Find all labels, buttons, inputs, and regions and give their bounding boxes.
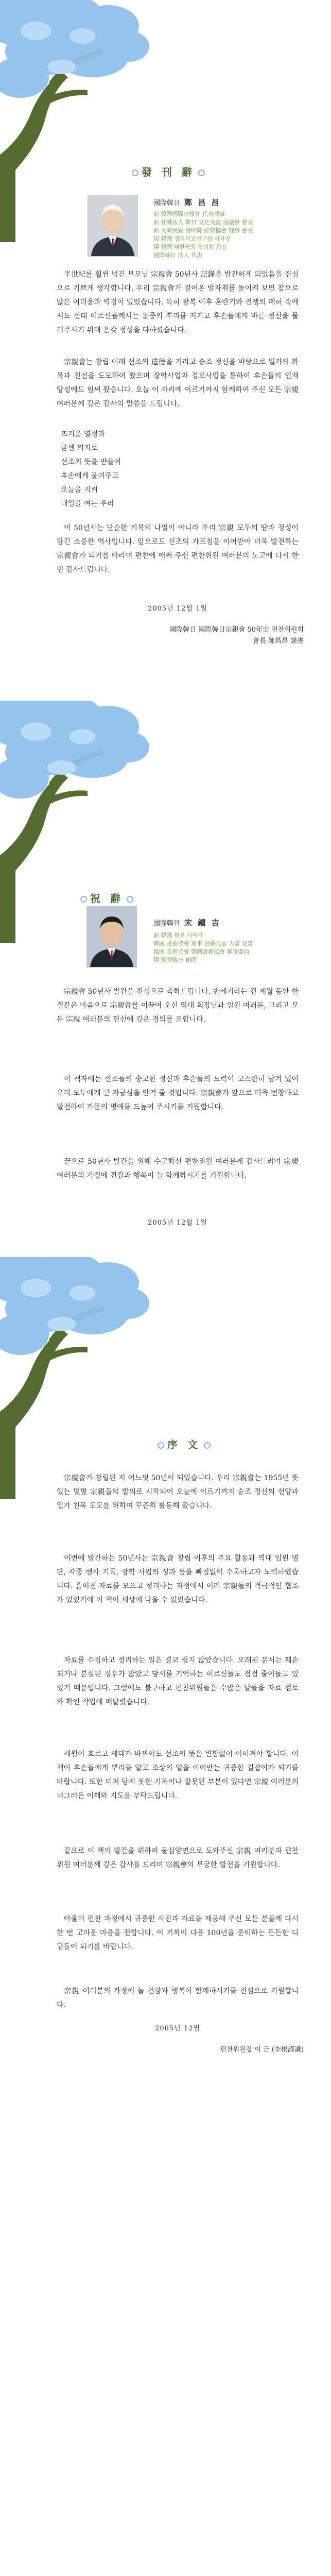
- poem-verse: 뜨거운 열정과 굳센 의지로 선조의 뜻을 받들어 후손에게 물려주고 오늘을 지켜 내일을 여는 우리: [61, 430, 121, 508]
- heading-marker-icon: [198, 170, 205, 176]
- signature-block: 편찬위원장 이 근 (李根謹識): [220, 2046, 304, 2054]
- paragraph: 이 책자에는 선조들의 숭고한 정신과 후손들의 노력이 고스란히 담겨 있어 우리 모두에게 큰 자긍심을 안겨 줄 것입니다. 宗親會가 앞으로 더욱 번창하고 발전하여 가문의 명예를 드높여 주시기를 기원합니다.: [57, 1075, 299, 1111]
- section-heading-preface: 序 文: [154, 1436, 214, 1451]
- paragraph: 세월이 흐르고 세대가 바뀌어도 선조의 뜻은 변함없이 이어져야 합니다. 이 책이 후손들에게 뿌리를 알고 조상의 얼을 이어받는 귀중한 길잡이가 되기를 바랍니다. 또한 미처 담지 못한 기록이나 잘못된 부분이 있다면 宗親 여러분의 너그러운 이해와 지도를 부탁드립니다.: [57, 1750, 299, 1800]
- paragraph: 宗親會는 창립 이래 선조의 遺德을 기리고 숭조 정신을 바탕으로 일가의 화목과 친선을 도모하여 왔으며 장학사업과 경로사업을 통하여 후손들의 인재 양성에도 힘써 왔습니다. 오늘 이 자리에 이르기까지 함께하여 주신 모든 宗親 여러분께 깊은 감사의 말씀을 드립니다.: [57, 358, 299, 408]
- paragraph: 아울러 편찬 과정에서 귀중한 사진과 자료를 제공해 주신 모든 분들께 다시 한 번 고마운 마음을 전합니다. 이 기록이 다음 100년을 준비하는 든든한 디딤돌이 되기를 바랍니다.: [57, 1915, 299, 1951]
- signature-block: 國際韓日 國際韓日宗親會 50年史 편찬위원회 會長 鄭昌昌 謹書: [169, 626, 304, 645]
- tree-canopy-icon: [0, 0, 154, 170]
- author-bio-2: 前 韓國 원로 서예가 韓國 書藝協會 理事 書藝大展 大賞 受賞 韓國 美術協會 韓國書藝協會 審査委員 現 國際韓日 顧問: [153, 932, 253, 963]
- paragraph: 宗親 여러분의 가정에 늘 건강과 행복이 함께하시기를 진심으로 기원합니다.: [57, 1987, 299, 2009]
- person-portrait-icon: [87, 906, 136, 967]
- paragraph: 宗親會가 창립된 지 어느덧 50년이 되었습니다. 우리 宗親會는 1955년 뜻있는 몇몇 宗親들의 발의로 시작되어 오늘에 이르기까지 숭조 정신의 선양과 일가 친목 도모를 위하여 꾸준히 활동해 왔습니다.: [57, 1474, 299, 1510]
- author-byline-1: 國際韓日 鄭 昌 昌: [153, 198, 221, 207]
- paragraph: 이번에 발간하는 50년사는 宗親會 창립 이후의 주요 활동과 역대 임원 명단, 각종 행사 기록, 장학 사업의 성과 등을 빠짐없이 수록하고자 노력하였습니다. 흩어진 자료를 모으고 정리하는 과정에서 여러 宗親들의 적극적인 협조가 있었기에 이 책이 세상에 나올 수 있었습니다.: [57, 1554, 299, 1604]
- paragraph: 자료를 수집하고 정리하는 일은 결코 쉽지 않았습니다. 오래된 문서는 훼손되거나 분실된 경우가 많았고 당시를 기억하는 어르신들도 점점 줄어들고 있었기 때문입니다. 그럼에도 불구하고 편찬위원들은 수많은 날들을 자료 검토와 확인 작업에 매달렸습니다.: [57, 1656, 299, 1706]
- section-heading-greeting: 發 刊 辭: [129, 164, 208, 179]
- heading-marker-icon: [204, 1442, 211, 1449]
- paragraph: 끝으로 이 책의 발간을 위하여 물심양면으로 도와주신 宗親 여러분과 편찬위원 여러분께 깊은 감사를 드리며 宗親會의 무궁한 발전을 기원합니다.: [57, 1847, 299, 1869]
- tree-illustration: [0, 1257, 154, 1499]
- tree-canopy-icon: [0, 701, 154, 871]
- date-line: 2005년 12월: [155, 2025, 200, 2032]
- section-heading-congratulation: 祝 辭: [77, 890, 136, 905]
- author-portrait-1: [88, 195, 138, 257]
- author-bio-1: 前 韓國國際日報社 代表理事 前 社團法人 韓日 文化交流 協議會 會長 前 大韓民國 發明院 經營協會 理事 會長 現 韓國 정치외교연구원 이사장 現 韓國 대한국회 협의회 회장 國際韓日 法人 代表: [153, 211, 253, 259]
- heading-marker-icon: [132, 170, 138, 176]
- heading-marker-icon: [80, 896, 87, 903]
- heading-marker-icon: [127, 896, 133, 903]
- person-portrait-icon: [88, 195, 137, 256]
- paragraph: 이 50년사는 단순한 기록의 나열이 아니라 우리 宗親 모두의 땀과 정성이 담긴 소중한 역사입니다. 앞으로도 선조의 가르침을 이어받아 더욱 발전하는 宗親會가 되기를 바라며 편찬에 애써 주신 편찬위원 여러분의 노고에 다시 한 번 감사드립니다.: [57, 524, 299, 574]
- date-line: 2005년 12월 1일: [148, 605, 207, 613]
- tree-canopy-icon: [0, 1257, 154, 1427]
- paragraph: 끝으로 50년사 발간을 위해 수고하신 편찬위원 여러분께 감사드리며 宗親 여러분의 가정에 건강과 행복이 늘 함께하시기를 기원합니다.: [57, 1158, 299, 1180]
- author-portrait-2: [86, 906, 137, 968]
- date-line: 2005년 12월 1일: [148, 1219, 207, 1227]
- paragraph: 半世紀를 훨씬 넘긴 부모님 宗親會 50년사 記錄을 발간하게 되었음을 진심으로 기쁘게 생각합니다. 우리 宗親會가 걸어온 발자취를 돌이켜 보면 참으로 많은 어려움과 역경이 있었습니다. 특히 광복 이후 혼란기와 전쟁의 폐허 속에서도 선대 어르신들께서는 문중의 뿌리를 지키고 후손들에게 바른 정신을 물려주시기 위해 온갖 정성을 다하셨습니다.: [57, 270, 299, 334]
- paragraph: 宗親會 50년사 발간을 진심으로 축하드립니다. 반세기라는 긴 세월 동안 한결같은 마음으로 宗親會를 이끌어 오신 역대 회장님과 임원 여러분, 그리고 모든 宗親 여러분의 헌신에 깊은 경의를 표합니다.: [57, 988, 299, 1024]
- author-byline-2: 國際韓日 宋 鍾 吉: [153, 918, 221, 927]
- heading-marker-icon: [158, 1442, 164, 1449]
